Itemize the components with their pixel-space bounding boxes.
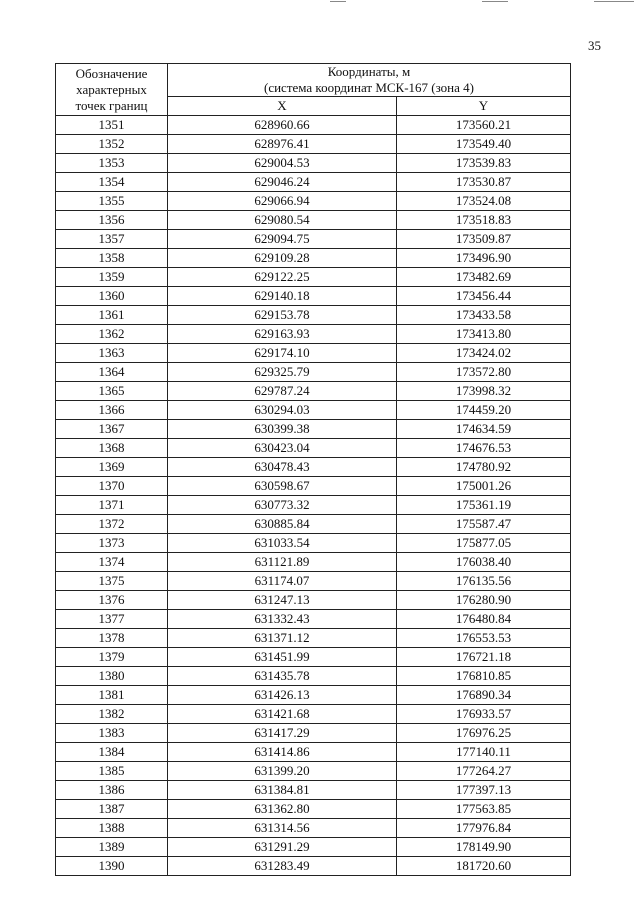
y-coordinate-cell: 174676.53 xyxy=(397,439,571,458)
y-coordinate-cell: 176038.40 xyxy=(397,553,571,572)
table-row xyxy=(56,173,571,192)
table-row xyxy=(56,325,571,344)
point-id-cell: 1356 xyxy=(56,211,168,230)
point-id-cell: 1357 xyxy=(56,230,168,249)
point-id-cell: 1372 xyxy=(56,515,168,534)
table-row xyxy=(56,743,571,762)
x-coordinate-cell: 629004.53 xyxy=(168,154,397,173)
y-coordinate-cell: 173524.08 xyxy=(397,192,571,211)
x-coordinate-cell: 631174.07 xyxy=(168,572,397,591)
y-coordinate-cell: 173496.90 xyxy=(397,249,571,268)
table-row xyxy=(56,211,571,230)
x-coordinate-cell: 629046.24 xyxy=(168,173,397,192)
table-row xyxy=(56,819,571,838)
y-coordinate-cell: 176976.25 xyxy=(397,724,571,743)
table-row xyxy=(56,667,571,686)
y-coordinate-cell: 175877.05 xyxy=(397,534,571,553)
x-coordinate-cell: 629163.93 xyxy=(168,325,397,344)
table-row xyxy=(56,610,571,629)
x-coordinate-cell: 629140.18 xyxy=(168,287,397,306)
point-id-cell: 1367 xyxy=(56,420,168,439)
x-coordinate-cell: 629080.54 xyxy=(168,211,397,230)
y-coordinate-cell: 175001.26 xyxy=(397,477,571,496)
header-line: характерных xyxy=(76,81,147,97)
point-id-cell: 1359 xyxy=(56,268,168,287)
table-row xyxy=(56,249,571,268)
point-id-cell: 1380 xyxy=(56,667,168,686)
point-id-cell: 1369 xyxy=(56,458,168,477)
table-row xyxy=(56,439,571,458)
header-line: точек границ xyxy=(75,97,148,113)
table-row xyxy=(56,838,571,857)
point-id-cell: 1381 xyxy=(56,686,168,705)
y-coordinate-cell: 173530.87 xyxy=(397,173,571,192)
x-coordinate-cell: 631435.78 xyxy=(168,667,397,686)
y-coordinate-cell: 173413.80 xyxy=(397,325,571,344)
point-id-cell: 1364 xyxy=(56,363,168,382)
header-line: Обозначение xyxy=(75,65,148,81)
coordinate-system-label: (система координат МСК-167 (зона 4) xyxy=(264,80,474,95)
y-coordinate-cell: 177563.85 xyxy=(397,800,571,819)
point-id-cell: 1376 xyxy=(56,591,168,610)
y-coordinate-cell: 173998.32 xyxy=(397,382,571,401)
y-coordinate-cell: 173539.83 xyxy=(397,154,571,173)
table-row xyxy=(56,401,571,420)
x-coordinate-cell: 631247.13 xyxy=(168,591,397,610)
coordinates-table xyxy=(55,63,571,876)
point-id-cell: 1352 xyxy=(56,135,168,154)
y-coordinate-cell: 176890.34 xyxy=(397,686,571,705)
x-coordinate-cell: 629109.28 xyxy=(168,249,397,268)
table-row xyxy=(56,458,571,477)
x-coordinate-cell: 628976.41 xyxy=(168,135,397,154)
table-row xyxy=(56,135,571,154)
y-coordinate-cell: 176810.85 xyxy=(397,667,571,686)
x-column-header: X xyxy=(168,97,397,116)
table-row xyxy=(56,154,571,173)
point-id-cell: 1363 xyxy=(56,344,168,363)
table-row xyxy=(56,629,571,648)
table-row xyxy=(56,382,571,401)
top-scan-marks xyxy=(0,0,640,4)
x-coordinate-cell: 631417.29 xyxy=(168,724,397,743)
x-coordinate-cell: 631426.13 xyxy=(168,686,397,705)
y-coordinate-cell: 173518.83 xyxy=(397,211,571,230)
y-coordinate-cell: 181720.60 xyxy=(397,857,571,876)
table-row xyxy=(56,686,571,705)
x-coordinate-cell: 631399.20 xyxy=(168,762,397,781)
y-column-header: Y xyxy=(397,97,571,116)
y-coordinate-cell: 175361.19 xyxy=(397,496,571,515)
y-coordinate-cell: 173456.44 xyxy=(397,287,571,306)
table-row xyxy=(56,762,571,781)
point-id-cell: 1360 xyxy=(56,287,168,306)
y-coordinate-cell: 175587.47 xyxy=(397,515,571,534)
y-coordinate-cell: 176721.18 xyxy=(397,648,571,667)
x-coordinate-cell: 630598.67 xyxy=(168,477,397,496)
table-row xyxy=(56,192,571,211)
x-coordinate-cell: 631291.29 xyxy=(168,838,397,857)
y-coordinate-cell: 176135.56 xyxy=(397,572,571,591)
y-coordinate-cell: 177976.84 xyxy=(397,819,571,838)
table-row xyxy=(56,515,571,534)
table-row xyxy=(56,230,571,249)
x-coordinate-cell: 628960.66 xyxy=(168,116,397,135)
x-coordinate-cell: 631421.68 xyxy=(168,705,397,724)
table-row xyxy=(56,648,571,667)
x-coordinate-cell: 631121.89 xyxy=(168,553,397,572)
point-id-cell: 1351 xyxy=(56,116,168,135)
table-row xyxy=(56,363,571,382)
table-row xyxy=(56,705,571,724)
y-coordinate-cell: 176553.53 xyxy=(397,629,571,648)
x-coordinate-cell: 631384.81 xyxy=(168,781,397,800)
x-coordinate-cell: 630294.03 xyxy=(168,401,397,420)
y-coordinate-cell: 177140.11 xyxy=(397,743,571,762)
table-row xyxy=(56,800,571,819)
point-id-cell: 1371 xyxy=(56,496,168,515)
coordinates-header xyxy=(168,64,571,97)
point-id-cell: 1374 xyxy=(56,553,168,572)
point-id-cell: 1390 xyxy=(56,857,168,876)
point-id-cell: 1382 xyxy=(56,705,168,724)
table-row xyxy=(56,344,571,363)
table-row xyxy=(56,477,571,496)
table-body xyxy=(56,116,571,876)
x-coordinate-cell: 631314.56 xyxy=(168,819,397,838)
y-coordinate-cell: 173433.58 xyxy=(397,306,571,325)
x-coordinate-cell: 630773.32 xyxy=(168,496,397,515)
point-id-cell: 1387 xyxy=(56,800,168,819)
table-row xyxy=(56,268,571,287)
y-coordinate-cell: 174459.20 xyxy=(397,401,571,420)
y-coordinate-cell: 178149.90 xyxy=(397,838,571,857)
x-coordinate-cell: 629787.24 xyxy=(168,382,397,401)
y-coordinate-cell: 176280.90 xyxy=(397,591,571,610)
y-coordinate-cell: 176933.57 xyxy=(397,705,571,724)
y-coordinate-cell: 176480.84 xyxy=(397,610,571,629)
point-id-cell: 1377 xyxy=(56,610,168,629)
y-coordinate-cell: 173560.21 xyxy=(397,116,571,135)
page-number: 35 xyxy=(588,38,601,53)
table-row xyxy=(56,534,571,553)
table-row xyxy=(56,857,571,876)
table-row xyxy=(56,572,571,591)
table-row xyxy=(56,420,571,439)
x-coordinate-cell: 629174.10 xyxy=(168,344,397,363)
point-id-cell: 1354 xyxy=(56,173,168,192)
point-id-cell: 1361 xyxy=(56,306,168,325)
y-coordinate-cell: 173549.40 xyxy=(397,135,571,154)
table-row xyxy=(56,553,571,572)
table-row xyxy=(56,496,571,515)
table-row xyxy=(56,591,571,610)
x-coordinate-cell: 629066.94 xyxy=(168,192,397,211)
x-coordinate-cell: 631283.49 xyxy=(168,857,397,876)
y-coordinate-cell: 173482.69 xyxy=(397,268,571,287)
point-id-cell: 1378 xyxy=(56,629,168,648)
x-coordinate-cell: 631451.99 xyxy=(168,648,397,667)
point-id-cell: 1384 xyxy=(56,743,168,762)
x-coordinate-cell: 629325.79 xyxy=(168,363,397,382)
point-id-cell: 1368 xyxy=(56,439,168,458)
x-coordinate-cell: 631362.80 xyxy=(168,800,397,819)
y-coordinate-cell: 174634.59 xyxy=(397,420,571,439)
y-coordinate-cell: 174780.92 xyxy=(397,458,571,477)
point-id-cell: 1365 xyxy=(56,382,168,401)
y-coordinate-cell: 173509.87 xyxy=(397,230,571,249)
x-coordinate-cell: 631371.12 xyxy=(168,629,397,648)
point-id-cell: 1389 xyxy=(56,838,168,857)
point-id-cell: 1355 xyxy=(56,192,168,211)
x-coordinate-cell: 630478.43 xyxy=(168,458,397,477)
x-coordinate-cell: 630885.84 xyxy=(168,515,397,534)
y-coordinate-cell: 173572.80 xyxy=(397,363,571,382)
point-id-cell: 1366 xyxy=(56,401,168,420)
point-id-cell: 1362 xyxy=(56,325,168,344)
point-id-cell: 1379 xyxy=(56,648,168,667)
x-coordinate-cell: 631332.43 xyxy=(168,610,397,629)
point-id-cell: 1383 xyxy=(56,724,168,743)
table-row xyxy=(56,287,571,306)
point-id-cell: 1385 xyxy=(56,762,168,781)
coordinates-title: Координаты, м xyxy=(327,64,411,79)
x-coordinate-cell: 630423.04 xyxy=(168,439,397,458)
y-coordinate-cell: 173424.02 xyxy=(397,344,571,363)
table-row xyxy=(56,306,571,325)
x-coordinate-cell: 631414.86 xyxy=(168,743,397,762)
x-coordinate-cell: 629122.25 xyxy=(168,268,397,287)
x-coordinate-cell: 629153.78 xyxy=(168,306,397,325)
table-row xyxy=(56,724,571,743)
table-row xyxy=(56,781,571,800)
point-id-cell: 1358 xyxy=(56,249,168,268)
x-coordinate-cell: 630399.38 xyxy=(168,420,397,439)
y-coordinate-cell: 177397.13 xyxy=(397,781,571,800)
point-id-cell: 1375 xyxy=(56,572,168,591)
point-id-cell: 1373 xyxy=(56,534,168,553)
point-id-cell: 1370 xyxy=(56,477,168,496)
x-coordinate-cell: 631033.54 xyxy=(168,534,397,553)
table-row xyxy=(56,116,571,135)
point-id-cell: 1388 xyxy=(56,819,168,838)
point-id-cell: 1386 xyxy=(56,781,168,800)
point-designation-header xyxy=(56,64,168,116)
y-coordinate-cell: 177264.27 xyxy=(397,762,571,781)
point-id-cell: 1353 xyxy=(56,154,168,173)
x-coordinate-cell: 629094.75 xyxy=(168,230,397,249)
